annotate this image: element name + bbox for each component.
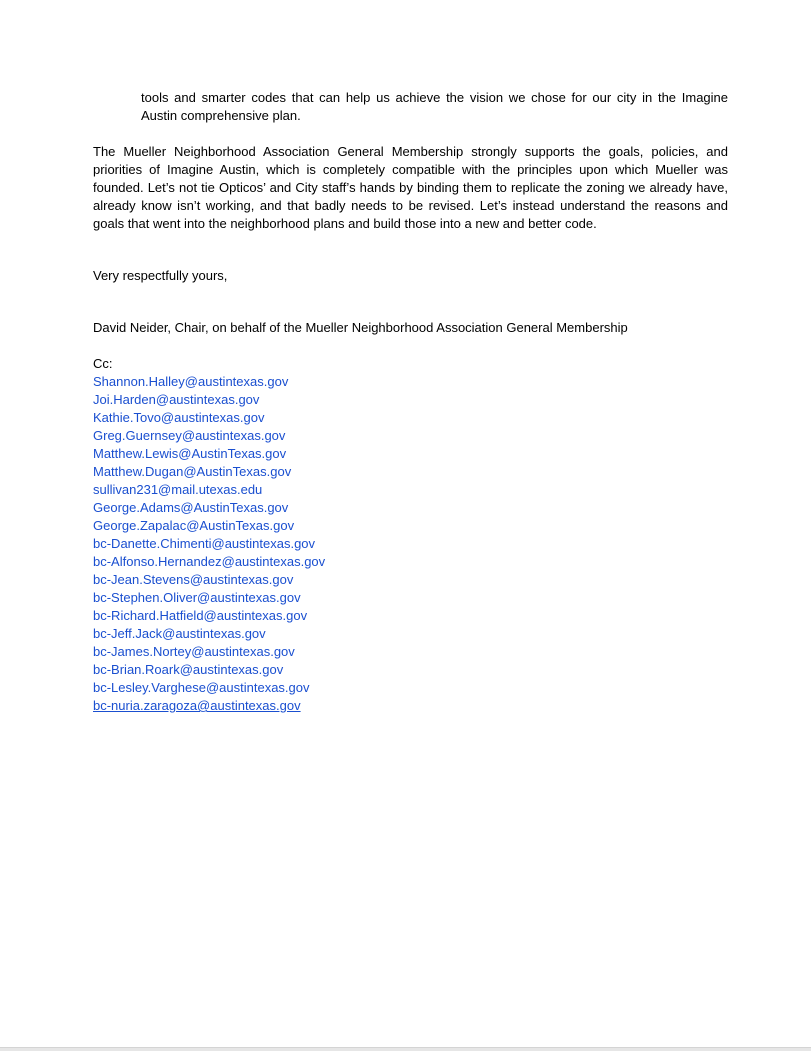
- cc-recipient: [93, 589, 325, 607]
- cc-recipient: [93, 553, 325, 571]
- cc-email-link[interactable]: Kathie.Tovo@austintexas.gov: [93, 410, 265, 425]
- cc-email-link[interactable]: bc-James.Nortey@austintexas.gov: [93, 644, 295, 659]
- cc-recipient: [93, 445, 325, 463]
- cc-recipient: [93, 535, 325, 553]
- cc-email-link[interactable]: bc-Alfonso.Hernandez@austintexas.gov: [93, 554, 326, 569]
- cc-recipient-list: [93, 373, 325, 715]
- cc-email-link[interactable]: bc-Brian.Roark@austintexas.gov: [93, 662, 284, 677]
- cc-recipient: [93, 409, 325, 427]
- cc-recipient: [93, 373, 325, 391]
- cc-recipient: [93, 679, 325, 697]
- cc-email-link[interactable]: George.Zapalac@AustinTexas.gov: [93, 518, 295, 533]
- closing-line: Very respectfully yours,: [93, 268, 228, 283]
- cc-email-link[interactable]: Matthew.Lewis@AustinTexas.gov: [93, 446, 287, 461]
- cc-email-link[interactable]: bc-nuria.zaragoza@austintexas.gov: [93, 698, 301, 713]
- page-bottom-edge: [0, 1047, 811, 1051]
- continued-paragraph: tools and smarter codes that can help us achieve the vision we chose for our city in the Imagine Austin comprehensive plan.: [141, 90, 728, 123]
- cc-email-link[interactable]: bc-Jean.Stevens@austintexas.gov: [93, 572, 294, 587]
- cc-recipient: [93, 463, 325, 481]
- cc-email-link[interactable]: bc-Jeff.Jack@austintexas.gov: [93, 626, 266, 641]
- cc-email-link[interactable]: sullivan231@mail.utexas.edu: [93, 482, 263, 497]
- signature-line: David Neider, Chair, on behalf of the Mueller Neighborhood Association General Membership: [93, 320, 628, 335]
- cc-recipient: [93, 625, 325, 643]
- cc-label: Cc:: [93, 356, 113, 371]
- cc-recipient: [93, 661, 325, 679]
- cc-email-link[interactable]: Greg.Guernsey@austintexas.gov: [93, 428, 286, 443]
- cc-recipient: [93, 571, 325, 589]
- cc-email-link[interactable]: Shannon.Halley@austintexas.gov: [93, 374, 289, 389]
- cc-email-link[interactable]: bc-Lesley.Varghese@austintexas.gov: [93, 680, 310, 695]
- cc-email-link[interactable]: Joi.Harden@austintexas.gov: [93, 392, 260, 407]
- cc-recipient: [93, 481, 325, 499]
- cc-recipient: [93, 697, 325, 715]
- cc-recipient: [93, 391, 325, 409]
- body-paragraph: The Mueller Neighborhood Association General Membership strongly supports the goals, policies, and priorities of Imagine Austin, which is completely compatible with the principles upon which Mueller was founded. Let’s not tie Opticos’ and City staff’s hands by binding them to replicate the zoning we already have, already know isn’t working, and that badly needs to be revised. Let’s instead understand the reasons and goals that went into the neighborhood plans and build those into a new and better code.: [93, 144, 728, 231]
- cc-recipient: [93, 607, 325, 625]
- cc-email-link[interactable]: bc-Danette.Chimenti@austintexas.gov: [93, 536, 316, 551]
- cc-recipient: [93, 427, 325, 445]
- cc-recipient: [93, 517, 325, 535]
- cc-email-link[interactable]: George.Adams@AustinTexas.gov: [93, 500, 289, 515]
- cc-recipient: [93, 643, 325, 661]
- cc-email-link[interactable]: bc-Stephen.Oliver@austintexas.gov: [93, 590, 301, 605]
- cc-recipient: [93, 499, 325, 517]
- cc-email-link[interactable]: Matthew.Dugan@AustinTexas.gov: [93, 464, 292, 479]
- cc-email-link[interactable]: bc-Richard.Hatfield@austintexas.gov: [93, 608, 308, 623]
